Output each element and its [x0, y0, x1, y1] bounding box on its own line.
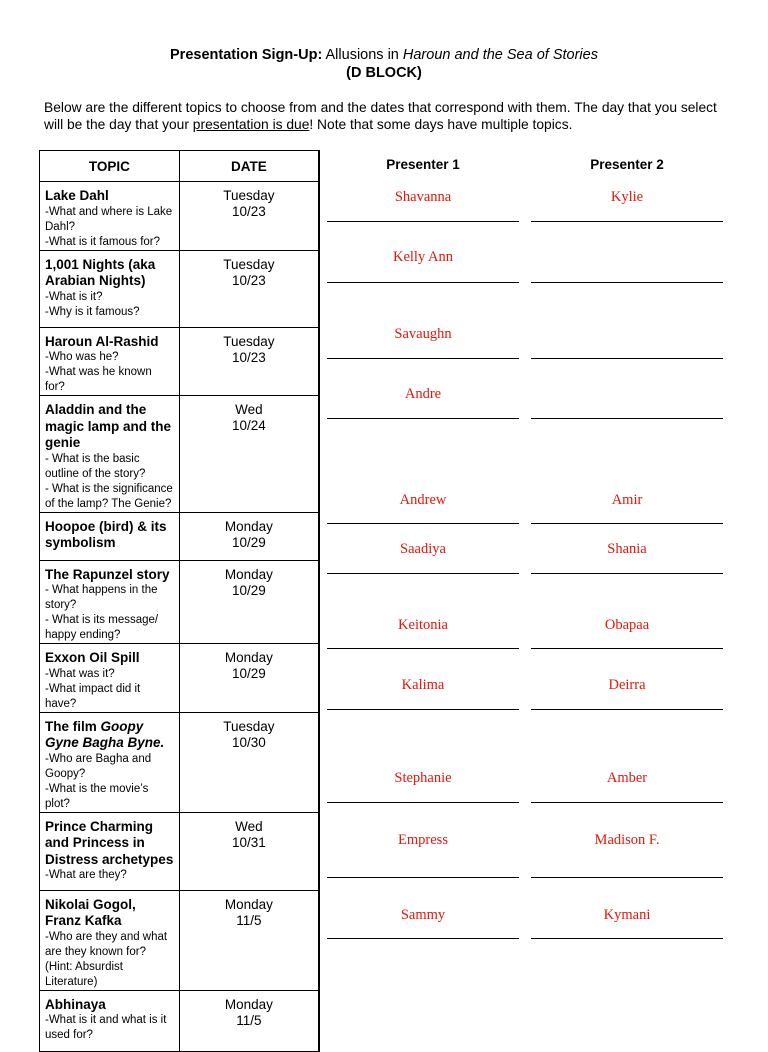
topics-table — [39, 150, 320, 1052]
topic-cell — [40, 812, 180, 890]
presenter2-signature-line — [531, 523, 723, 524]
presenter1-name: Sammy — [400, 907, 446, 923]
topic-title-italic: Goopy Gyne Bagha Byne. — [45, 718, 165, 750]
topic-question: -What and where is Lake Dahl? — [45, 205, 173, 233]
topic-title: Hoopoe (bird) & its symbolism — [45, 518, 167, 550]
date-day: Tuesday — [223, 333, 275, 349]
presenter1-signature-line — [327, 938, 519, 939]
topic-title: Haroun Al-Rashid — [45, 333, 159, 349]
presenter2-signature-line — [531, 938, 723, 939]
topic-cell — [40, 560, 180, 644]
date-cell — [179, 327, 319, 396]
title-plain: Allusions in — [325, 47, 399, 63]
table-row — [40, 812, 320, 890]
date-cell — [179, 182, 319, 251]
date-value: 10/29 — [231, 534, 266, 550]
presenter2-signature-line — [531, 877, 723, 878]
presenter1-signature-line — [327, 877, 519, 878]
table-row — [40, 250, 320, 327]
presenter1-name: Savaughn — [394, 326, 452, 342]
presenter2-name: Deirra — [608, 677, 646, 693]
presenter2-header: Presenter 2 — [590, 157, 664, 172]
date-day: Monday — [224, 518, 273, 534]
topic-question: -What was it? — [45, 667, 115, 680]
topic-title: Abhinaya — [45, 996, 106, 1012]
presenter2-signature-line — [531, 802, 723, 803]
topic-question: -Why is it famous? — [45, 305, 140, 318]
topic-question: -What is it and what is it used for? — [45, 1014, 167, 1041]
table-row — [40, 560, 320, 644]
presenter1-name: Kelly Ann — [392, 249, 453, 265]
topic-title: Lake Dahl — [45, 188, 109, 203]
title-bold: Presentation Sign-Up: — [170, 47, 323, 63]
topic-cell — [40, 250, 180, 327]
presenter1-signature-line — [327, 648, 519, 649]
topic-cell — [40, 712, 180, 812]
presenter2-name: Shania — [607, 541, 647, 557]
topic-cell — [40, 512, 180, 560]
date-day: Tuesday — [223, 718, 275, 734]
topic-cell — [40, 182, 180, 251]
date-day: Tuesday — [223, 188, 275, 203]
presenter2-name: Amber — [606, 770, 648, 786]
table-row — [40, 327, 320, 396]
presenter2-name: Amir — [611, 492, 643, 508]
presenter1-signature-line — [327, 282, 519, 283]
presenter1-signature-line — [327, 358, 519, 359]
title-italic: Haroun and the Sea of Stories — [402, 47, 598, 63]
topic-question: -Who are Bagha and Goopy? — [45, 752, 152, 780]
block-label: (D BLOCK) — [346, 65, 422, 81]
table-row — [40, 644, 320, 713]
date-day: Monday — [224, 566, 273, 582]
topic-question: -What is it? — [45, 290, 103, 303]
topic-title: Exxon Oil Spill — [45, 650, 140, 665]
presenter2-signature-line — [531, 709, 723, 710]
date-header: DATE — [179, 151, 319, 182]
date-value: 10/23 — [231, 349, 266, 365]
presenter2-signature-line — [531, 418, 723, 419]
date-value: 11/5 — [236, 912, 262, 928]
presenter1-name: Shavanna — [394, 189, 452, 205]
topic-cell — [40, 327, 180, 396]
intro-part2: ! Note that some days have multiple topics. — [309, 117, 573, 132]
presenter2-signature-line — [531, 573, 723, 574]
topic-title-prefix: The film — [45, 718, 101, 734]
topic-title: Nikolai Gogol, Franz Kafka — [45, 896, 136, 928]
presenter2-name: Kymani — [603, 907, 651, 923]
date-cell — [179, 890, 319, 990]
date-cell — [179, 396, 319, 513]
date-day: Wed — [235, 402, 263, 417]
date-value: 10/29 — [231, 582, 266, 598]
date-cell — [179, 812, 319, 890]
table-row — [40, 182, 320, 251]
date-cell — [179, 712, 319, 812]
presenter1-signature-line — [327, 802, 519, 803]
date-cell — [179, 644, 319, 713]
presenter1-name: Saadiya — [400, 541, 446, 557]
topic-question: -Who was he? — [45, 351, 119, 363]
date-value: 10/31 — [231, 834, 266, 850]
presenter2-signature-line — [531, 282, 723, 283]
topic-question: -Who are they and what are they known for? (Hint: Absurdist Literature) — [45, 930, 168, 988]
topic-question: -What are they? — [45, 869, 127, 881]
presenter1-signature-line — [327, 418, 519, 419]
presenter2-signature-line — [531, 221, 723, 222]
date-cell — [179, 560, 319, 644]
table-row — [40, 712, 320, 812]
date-value: 10/23 — [231, 204, 266, 219]
topic-question: - What happens in the story? — [45, 584, 158, 611]
date-value: 10/30 — [231, 734, 266, 750]
presenter1-header: Presenter 1 — [386, 157, 460, 172]
topic-question: -What impact did it have? — [45, 682, 141, 710]
date-cell — [179, 512, 319, 560]
topic-title: Prince Charming and Princess in Distress archetypes — [45, 818, 174, 867]
topic-cell — [40, 644, 180, 713]
table-row — [40, 990, 320, 1051]
table-row — [40, 396, 320, 513]
date-value: 10/29 — [231, 666, 266, 681]
date-value: 10/24 — [231, 418, 266, 433]
topic-question: -What was he known for? — [45, 366, 152, 393]
presenter1-signature-line — [327, 709, 519, 710]
topic-question: - What is its message/ happy ending? — [45, 614, 159, 641]
date-cell — [179, 990, 319, 1051]
topic-question: -What is the movie’s plot? — [45, 782, 149, 810]
intro-paragraph — [44, 99, 734, 133]
presenter2-name: Obapaa — [604, 617, 650, 633]
topic-title: The Rapunzel story — [45, 566, 170, 582]
date-day: Wed — [235, 818, 263, 834]
date-day: Tuesday — [223, 256, 275, 272]
presenter1-signature-line — [327, 523, 519, 524]
topic-question: - What is the basic outline of the story? — [45, 452, 146, 480]
table-row — [40, 512, 320, 560]
date-value: 11/5 — [236, 1012, 262, 1028]
topic-question: -What is it famous for? — [45, 235, 161, 248]
date-value: 10/23 — [231, 272, 266, 288]
topic-title — [45, 719, 174, 752]
presenter1-name: Andre — [404, 386, 442, 402]
topic-cell — [40, 990, 180, 1051]
presenter2-name: Kylie — [610, 189, 644, 205]
intro-underlined: presentation is due — [192, 117, 310, 132]
date-day: Monday — [224, 896, 273, 912]
topic-title: 1,001 Nights (aka Arabian Nights) — [45, 256, 156, 288]
topic-header: TOPIC — [40, 151, 180, 182]
topic-title: Aladdin and the magic lamp and the genie — [45, 402, 172, 450]
presenter1-name: Keitonia — [398, 617, 448, 633]
presenter1-signature-line — [327, 573, 519, 574]
date-cell — [179, 250, 319, 327]
presenter2-signature-line — [531, 358, 723, 359]
topic-question: - What is the significance of the lamp? The Genie? — [45, 482, 173, 510]
topic-cell — [40, 890, 180, 990]
topic-cell — [40, 396, 180, 513]
presenter1-signature-line — [327, 221, 519, 222]
presenter1-name: Empress — [398, 832, 448, 848]
presenter2-name: Madison F. — [594, 832, 660, 848]
date-day: Monday — [224, 996, 273, 1012]
presenter2-signature-line — [531, 648, 723, 649]
date-day: Monday — [224, 650, 273, 665]
intro-part1: Below are the different topics to choose from and the dates that correspond with them. The day that you select will be the day that your — [44, 100, 717, 132]
presenter1-name: Andrew — [399, 492, 447, 508]
presenter1-name: Stephanie — [394, 770, 452, 786]
presenter1-name: Kalima — [401, 677, 445, 693]
document-title — [0, 46, 768, 82]
table-row — [40, 890, 320, 990]
